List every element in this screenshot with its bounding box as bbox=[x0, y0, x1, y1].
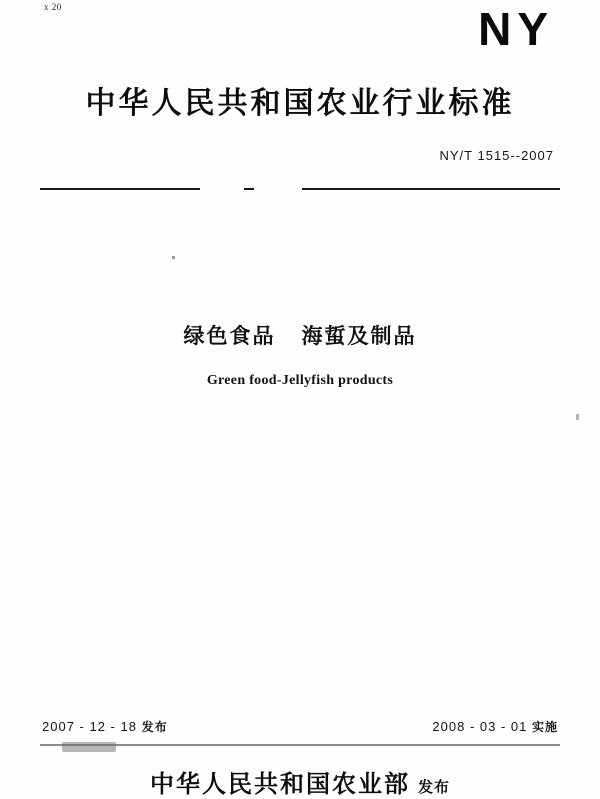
scan-smudge bbox=[62, 742, 116, 752]
document-title bbox=[0, 320, 600, 350]
document-title-part1: 绿色食品 bbox=[183, 324, 276, 348]
issue-date-value: 2007 - 12 - 18 bbox=[42, 719, 137, 734]
effective-date-value: 2008 - 03 - 01 bbox=[432, 719, 528, 734]
footer-rule bbox=[40, 744, 560, 746]
page-title: 中华人民共和国农业行业标准 bbox=[85, 86, 515, 121]
effective-date-label: 实施 bbox=[531, 720, 558, 734]
header-rule-middle bbox=[244, 188, 254, 190]
header-rule-left bbox=[40, 188, 200, 190]
ny-logo: NY bbox=[478, 3, 554, 55]
document-title-english: Green food-Jellyfish products bbox=[206, 373, 394, 388]
issue-date bbox=[42, 718, 168, 735]
effective-date bbox=[432, 718, 558, 735]
corner-annotation: x 20 bbox=[44, 2, 62, 12]
header-rule-right bbox=[302, 188, 560, 190]
publisher bbox=[0, 764, 600, 799]
publisher-verb: 发布 bbox=[417, 778, 450, 796]
issue-date-label: 发布 bbox=[141, 720, 168, 734]
document-title-part2: 海蜇及制品 bbox=[301, 324, 417, 348]
scan-speck bbox=[576, 414, 579, 420]
scan-speck bbox=[172, 256, 175, 259]
standard-number: NY/T 1515--2007 bbox=[439, 148, 554, 163]
publisher-name: 中华人民共和国农业部 bbox=[149, 770, 410, 798]
